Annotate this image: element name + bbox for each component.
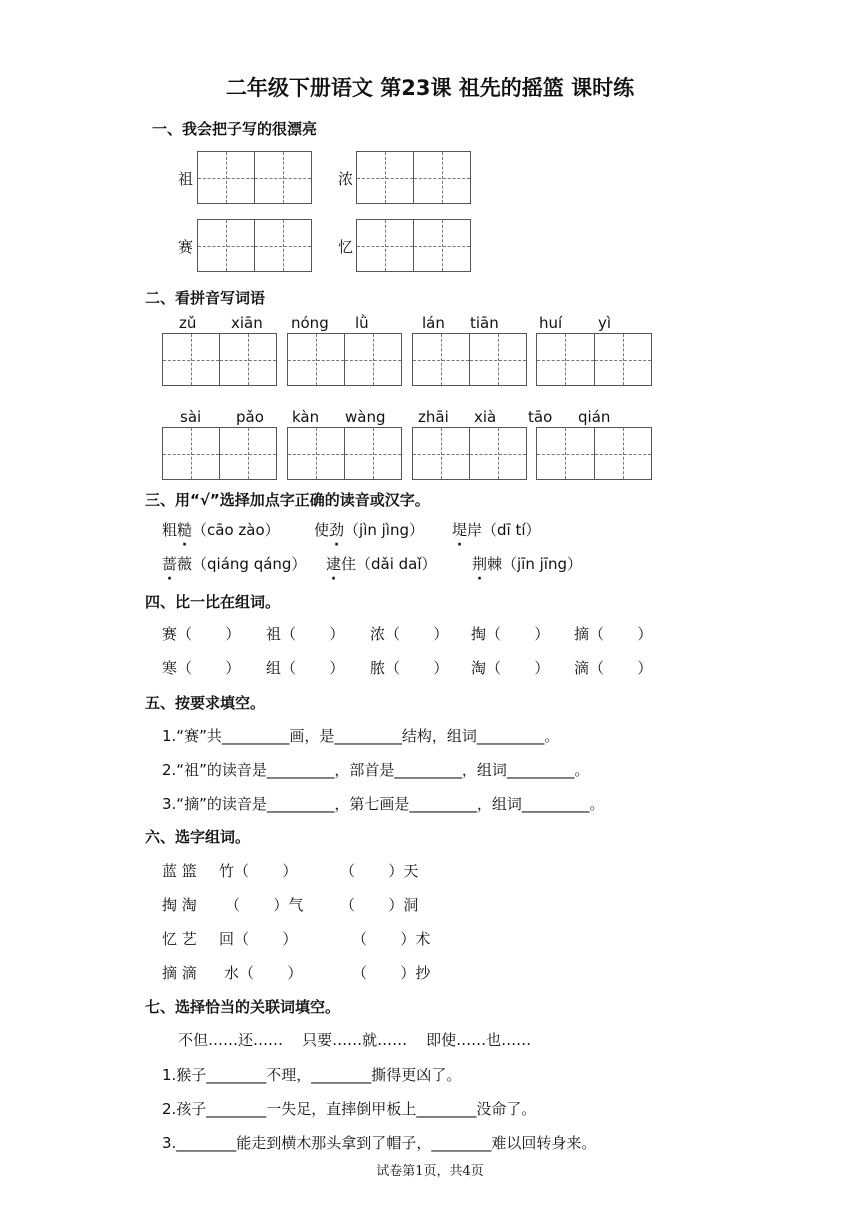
- pinyin: zǔ: [179, 314, 197, 332]
- compare-item[interactable]: 脓（ ）: [370, 659, 449, 677]
- pinyin: sài: [180, 408, 202, 426]
- pinyin: huí: [539, 314, 563, 332]
- char-pair: 摘 滴: [162, 964, 197, 982]
- pinyin: yì: [598, 314, 612, 332]
- writing-grid[interactable]: [162, 427, 277, 480]
- pronunciation-item[interactable]: 堤岸（dī tí）: [452, 521, 541, 539]
- word-blank[interactable]: 水（ ）: [224, 964, 303, 982]
- section-3-heading: 三、用“√”选择加点字正确的读音或汉字。: [145, 491, 430, 509]
- compare-item[interactable]: 祖（ ）: [266, 625, 345, 643]
- s1-char: 赛: [178, 238, 194, 256]
- char-pair: 忆 艺: [162, 930, 197, 948]
- writing-grid[interactable]: [536, 333, 652, 386]
- pinyin: qián: [578, 408, 611, 426]
- writing-grid[interactable]: [197, 151, 312, 204]
- section-2-heading: 二、看拼音写词语: [145, 289, 266, 307]
- compare-item[interactable]: 赛（ ）: [162, 625, 241, 643]
- pinyin: pǎo: [236, 408, 264, 426]
- section-6-heading: 六、选字组词。: [145, 828, 251, 846]
- fill-line[interactable]: 3.“摘”的读音是_________，第七画是_________，组词_________。: [162, 795, 605, 813]
- page-footer: 试卷第1页，共4页: [376, 1164, 484, 1179]
- word-blank[interactable]: （ ）术: [352, 930, 431, 948]
- fill-line[interactable]: 3.________能走到横木那头拿到了帽子，________难以回转身来。: [162, 1134, 597, 1152]
- char-pair: 蓝 篮: [162, 862, 197, 880]
- page-title: 二年级下册语文 第23课 祖先的摇篮 课时练: [225, 76, 635, 100]
- pinyin: tiān: [470, 314, 499, 332]
- writing-grid[interactable]: [412, 333, 527, 386]
- pronunciation-item[interactable]: 使劲（jìn jìng）: [314, 521, 425, 539]
- s1-char: 祖: [178, 170, 194, 188]
- pronunciation-item[interactable]: 蔷薇（qiáng qáng）: [162, 555, 307, 573]
- section-5-heading: 五、按要求填空。: [145, 694, 266, 712]
- fill-line[interactable]: 1.猴子________不理，________撕得更凶了。: [162, 1066, 462, 1084]
- pinyin: zhāi: [418, 408, 449, 426]
- section-1-heading: 一、我会把子写的很漂亮: [152, 120, 318, 138]
- compare-item[interactable]: 掏（ ）: [471, 625, 550, 643]
- pinyin: nóng: [291, 314, 329, 332]
- fill-line[interactable]: 2.孩子________一失足，直摔倒甲板上________没命了。: [162, 1100, 537, 1118]
- compare-item[interactable]: 摘（ ）: [574, 625, 653, 643]
- s1-char: 浓: [338, 170, 354, 188]
- writing-grid[interactable]: [536, 427, 652, 480]
- compare-item[interactable]: 寒（ ）: [162, 659, 241, 677]
- writing-grid[interactable]: [162, 333, 277, 386]
- writing-grid[interactable]: [356, 151, 471, 204]
- word-blank[interactable]: （ ）天: [340, 862, 419, 880]
- section-7-heading: 七、选择恰当的关联词填空。: [145, 998, 341, 1016]
- fill-line[interactable]: 2.“祖”的读音是_________，部首是_________，组词_________。: [162, 761, 590, 779]
- conjunction-options: 不但……还…… 只要……就…… 即使……也……: [178, 1031, 532, 1049]
- pronunciation-item[interactable]: 荆棘（jīn jīng）: [472, 555, 582, 573]
- word-blank[interactable]: 竹（ ）: [219, 862, 298, 880]
- fill-line[interactable]: 1.“赛”共_________画，是_________结构，组词_________。: [162, 727, 560, 745]
- pinyin: wàng: [345, 408, 386, 426]
- pinyin: xià: [474, 408, 497, 426]
- word-blank[interactable]: （ ）抄: [352, 964, 431, 982]
- writing-grid[interactable]: [356, 219, 471, 272]
- pinyin: lǜ: [355, 314, 369, 332]
- writing-grid[interactable]: [412, 427, 527, 480]
- pinyin: lán: [422, 314, 445, 332]
- pinyin: kàn: [292, 408, 320, 426]
- section-4-heading: 四、比一比在组词。: [145, 593, 281, 611]
- word-blank[interactable]: 回（ ）: [219, 930, 298, 948]
- pinyin: tāo: [528, 408, 553, 426]
- compare-item[interactable]: 滴（ ）: [574, 659, 653, 677]
- writing-grid[interactable]: [197, 219, 312, 272]
- s1-char: 忆: [338, 238, 354, 256]
- writing-grid[interactable]: [287, 427, 402, 480]
- pinyin: xiān: [231, 314, 263, 332]
- char-pair: 掏 淘: [162, 896, 197, 914]
- compare-item[interactable]: 浓（ ）: [370, 625, 449, 643]
- compare-item[interactable]: 组（ ）: [266, 659, 345, 677]
- writing-grid[interactable]: [287, 333, 402, 386]
- compare-item[interactable]: 淘（ ）: [471, 659, 550, 677]
- word-blank[interactable]: （ ）洞: [340, 896, 419, 914]
- word-blank[interactable]: （ ）气: [225, 896, 304, 914]
- pronunciation-item[interactable]: 粗糙（cāo zào）: [162, 521, 280, 539]
- pronunciation-item[interactable]: 逮住（dǎi daǐ）: [326, 555, 437, 573]
